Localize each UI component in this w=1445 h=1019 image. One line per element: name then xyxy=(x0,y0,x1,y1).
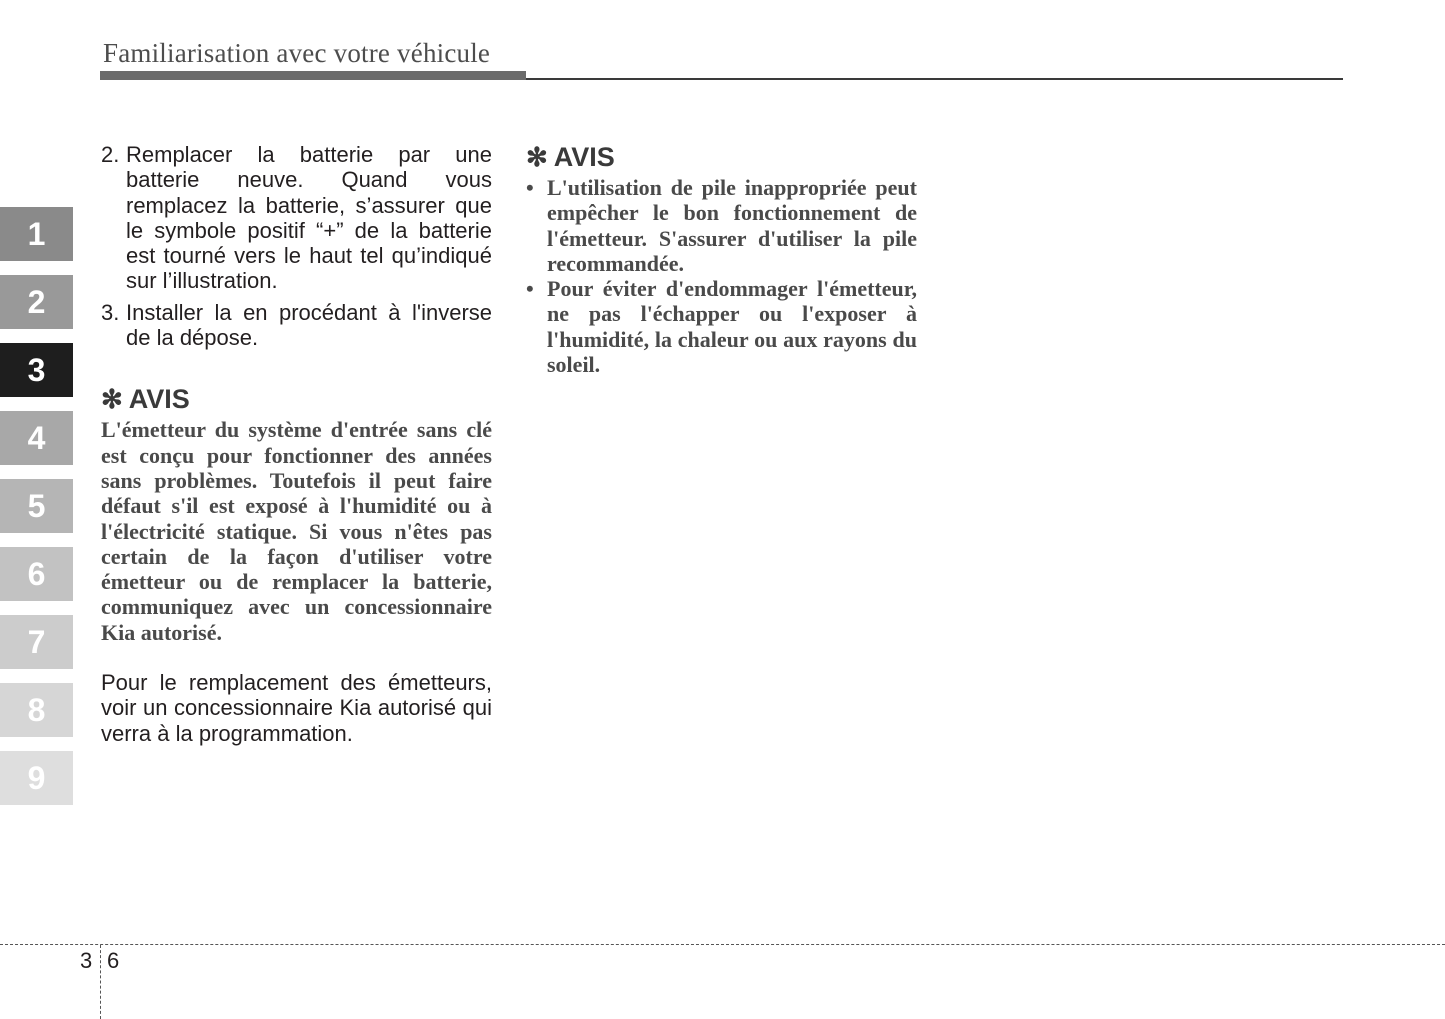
notice-bullet-list xyxy=(526,175,917,377)
chapter-tab-1[interactable]: 1 xyxy=(0,207,73,261)
bullet-icon: • xyxy=(526,276,534,302)
chapter-tab-7[interactable]: 7 xyxy=(0,615,73,669)
body-paragraph: Pour le remplacement des émetteurs, voir un concessionnaire Kia autorisé qui verra à la programmation. xyxy=(101,670,492,746)
notice-heading-label: AVIS xyxy=(128,384,190,415)
notice-heading xyxy=(526,142,917,173)
page-number: 6 xyxy=(107,948,120,973)
chapter-tab-9[interactable]: 9 xyxy=(0,751,73,805)
notice-heading-label: AVIS xyxy=(553,142,615,172)
asterisk-icon: ✻ xyxy=(526,142,548,172)
chapter-tab-5[interactable]: 5 xyxy=(0,479,73,533)
asterisk-icon: ✻ xyxy=(101,384,123,415)
step-number: 2. xyxy=(101,142,120,167)
header-rule-thick xyxy=(100,71,526,80)
bullet-icon: • xyxy=(526,175,534,200)
chapter-tab-4[interactable]: 4 xyxy=(0,411,73,465)
chapter-tab-2[interactable]: 2 xyxy=(0,275,73,329)
notice-bullet-item xyxy=(526,175,917,276)
left-column xyxy=(101,142,492,746)
chapter-tab-6[interactable]: 6 xyxy=(0,547,73,601)
page-chapter-number: 3 xyxy=(80,948,93,973)
step-text: Installer la en procédant à l'inverse de la dépose. xyxy=(126,299,492,351)
step-text: Remplacer la batterie par une batterie neuve. Quand vous remplacez la batterie, s’assurer que le symbole positif “+” de la batterie est tourné vers le haut tel qu’indiqué sur l’illustration. xyxy=(126,142,492,294)
running-header-title: Familiarisation avec votre véhicule xyxy=(103,38,491,68)
procedure-steps xyxy=(101,142,492,350)
step-item xyxy=(101,142,492,294)
notice-bullet-text: L'utilisation de pile inappropriée peut empêcher le bon fonctionnement de l'émetteur. S'assurer d'utiliser la pile recommandée. xyxy=(547,175,917,276)
step-item xyxy=(101,300,492,351)
step-number: 3. xyxy=(101,299,120,325)
footer-dashed-rule xyxy=(0,944,1445,945)
chapter-tab-8[interactable]: 8 xyxy=(0,683,73,737)
notice-bullet-text: Pour éviter d'endommager l'émetteur, ne pas l'échapper ou l'exposer à l'humidité, la chaleur ou aux rayons du soleil. xyxy=(547,276,917,378)
footer-page-divider xyxy=(100,945,101,1019)
chapter-tab-3[interactable]: 3 xyxy=(0,343,73,397)
header-rule-thin xyxy=(526,78,1343,80)
notice-bullet-item xyxy=(526,276,917,377)
right-column xyxy=(526,142,917,377)
notice-heading xyxy=(101,384,492,415)
notice-body: L'émetteur du système d'entrée sans clé est conçu pour fonctionner des années sans problèmes. Toutefois il peut faire défaut s'il est exposé à l'humidité ou à l'électricité statique. Si vous n'êtes pas certain de la façon d'utiliser votre émetteur ou de remplacer la batterie, communiquez avec un concessionnaire Kia autorisé. xyxy=(101,417,492,645)
